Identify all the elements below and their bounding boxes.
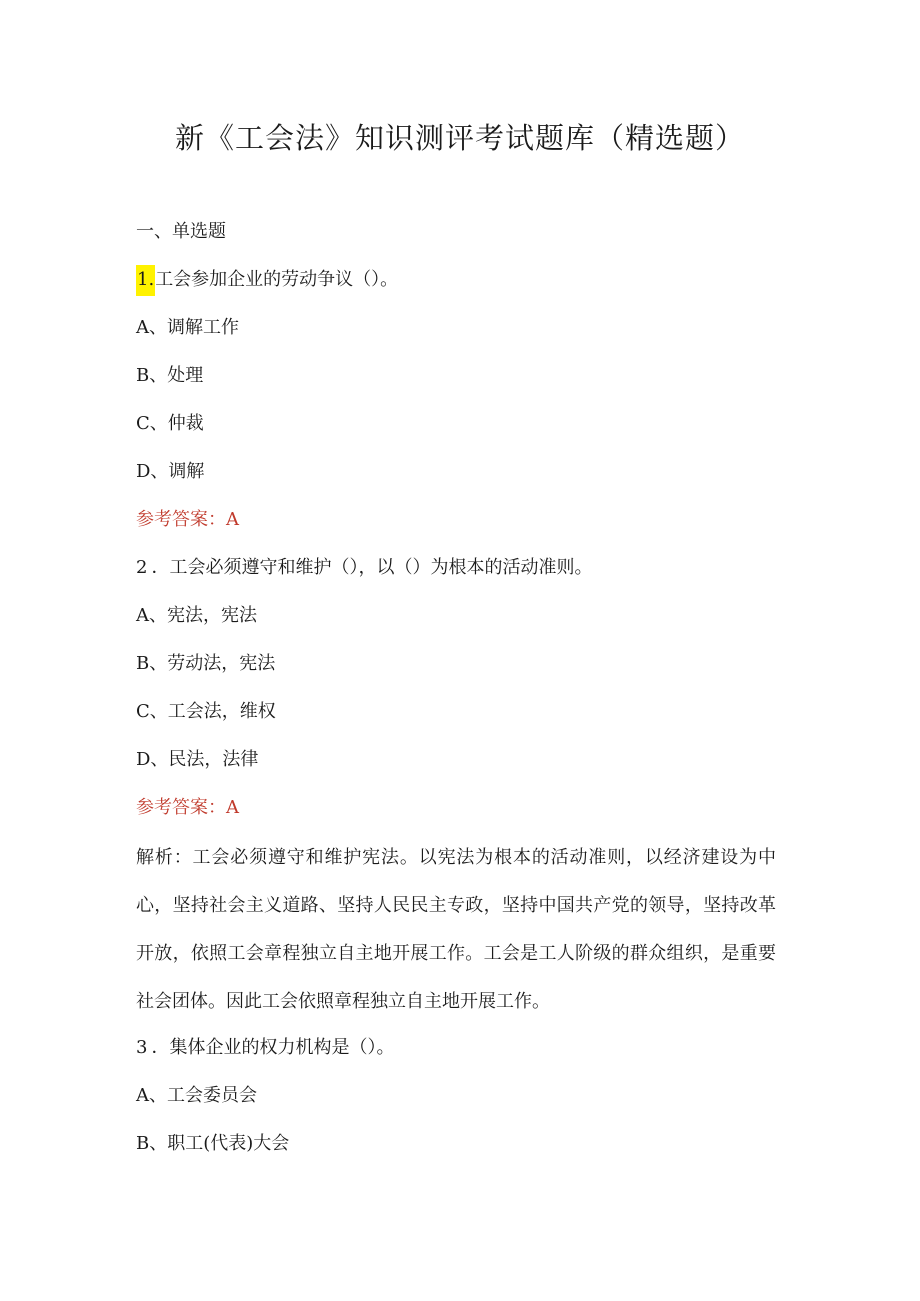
question-1-number: 1.	[136, 265, 155, 296]
document-title: 新《工会法》知识测评考试题库（精选题）	[174, 121, 745, 155]
question-2-option-c: C、工会法，维权	[136, 701, 276, 722]
question-1-option-c: C、仲裁	[136, 413, 204, 434]
question-2-number: 2	[136, 557, 148, 578]
question-3-text: ．集体企业的权力机构是（）。	[151, 1037, 395, 1058]
question-1-option-d: D、调解	[136, 461, 205, 482]
question-3-option-a: A、工会委员会	[136, 1085, 257, 1106]
question-2-text: ．工会必须遵守和维护（），以（）为根本的活动准则。	[151, 557, 593, 578]
question-1	[136, 266, 398, 294]
section-heading: 一、单选题	[136, 221, 226, 242]
question-3-option-b: B、职工(代表)大会	[136, 1133, 290, 1154]
question-1-answer: 参考答案：A	[136, 509, 239, 530]
question-2-option-a: A、宪法，宪法	[136, 605, 257, 626]
question-2-option-d: D、民法，法律	[136, 749, 259, 770]
question-3	[136, 1034, 394, 1062]
question-2-explanation: 解析：工会必须遵守和维护宪法。以宪法为根本的活动准则，以经济建设为中心，坚持社会主义道路、坚持人民民主专政，坚持中国共产党的领导，坚持改革开放，依照工会章程独立自主地开展工作。工会是工人阶级的群众组织，是重要社会团体。因此工会依照章程独立自主地开展工作。	[136, 847, 776, 1012]
question-1-option-a: A、调解工作	[136, 317, 239, 338]
question-2-answer: 参考答案：A	[136, 797, 239, 818]
question-1-text: 工会参加企业的劳动争议（）。	[155, 269, 399, 290]
question-2	[136, 554, 592, 582]
question-3-number: 3	[136, 1037, 148, 1058]
question-2-option-b: B、劳动法，宪法	[136, 653, 276, 674]
question-1-option-b: B、处理	[136, 365, 204, 386]
